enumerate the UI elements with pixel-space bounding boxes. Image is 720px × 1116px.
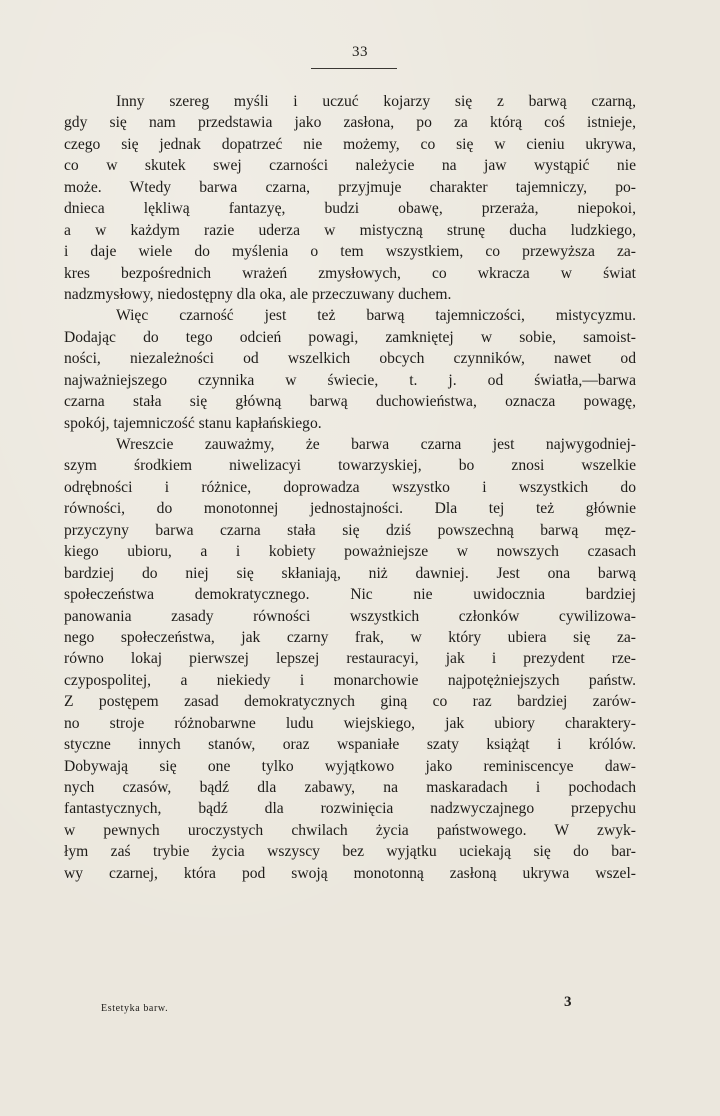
text-line: Inny szereg myśli i uczuć kojarzy się z barwą czarną, [116,93,636,110]
text-line: Z postępem zasad demokratycznych giną co raz bardziej zarów- [64,693,636,711]
text-line: panowania zasady równości wszystkich członków cywilizowa- [64,607,636,625]
text-line: najważniejszego czynnika w świecie, t. j. od światła,—barwa [64,371,636,389]
text-line: czypospolitej, a niekiedy i monarchowie najpotężniejszych państw. [64,671,636,689]
text-line: styczne innych stanów, oraz wspaniałe szaty książąt i królów. [64,736,636,754]
text-line: fantastycznych, bądź dla rozwinięcia nadzwyczajnego przepychu [64,800,636,818]
text-line: gdy się nam przedstawia jako zasłona, po za którą coś istnieje, [64,114,636,132]
text-line: nego społeczeństwa, jak czarny frak, w który ubiera się za- [64,628,636,646]
text-line: Dodając do tego odcień powagi, zamkniętej w sobie, samoist- [64,328,636,346]
text-line: Więc czarność jest też barwą tajemniczości, mistycyzmu. [116,307,636,325]
footer-book-title: Estetyka barw. [101,1003,169,1014]
text-line: przyczyny barwa czarna stała się dziś powszechną barwą męz- [64,521,636,539]
text-line: kres bezpośrednich wrażeń zmysłowych, co wkracza w świat [64,264,636,282]
body-text [64,91,636,884]
text-line: co w skutek swej czarności należycie na jaw wystąpić nie [64,157,636,175]
text-line: łym zaś trybie życia wszyscy bez wyjątku uciekają się do bar- [64,843,636,861]
text-line: nych czasów, bądź dla zabawy, na maskaradach i pochodach [64,779,636,796]
text-line: szym środkiem niwelizacyi towarzyskiej, bo znosi wszelkie [64,457,636,475]
text-line: w pewnych uroczystych chwilach życia państwowego. W zwyk- [64,821,636,839]
text-line: ności, niezależności od wszelkich obcych czynników, nawet od [64,350,636,368]
text-line: społeczeństwa demokratycznego. Nic nie uwidocznia bardziej [64,586,636,604]
page-number: 33 [352,44,368,60]
text-line: i daje wiele do myślenia o tem wszystkiem, co przewyższa za- [64,243,636,261]
header-rule [311,68,397,69]
text-line: dnieca lękliwą fantazyę, budzi obawę, przeraża, niepokoi, [64,200,636,218]
text-line: kiego ubioru, a i kobiety poważniejsze w nowszych czasach [64,543,636,561]
text-line: bardziej do niej się skłaniają, niż dawniej. Jest ona barwą [64,564,636,582]
text-line: wy czarnej, która pod swoją monotonną zasłoną ukrywa wszel- [64,864,636,882]
text-line: czarna stała się główną barwą duchowieństwa, oznacza powagę, [64,393,636,411]
text-line: Wreszcie zauważmy, że barwa czarna jest najwygodniej- [116,436,636,453]
text-line: odrębności i różnice, doprowadza wszystko i wszystkich do [64,478,636,496]
text-line: a w każdym razie uderza w mistyczną strunę ducha ludzkiego, [64,221,636,239]
text-line: nadzmysłowy, niedostępny dla oka, ale przeczuwany duchem. [64,285,452,303]
text-line: równości, do monotonnej jednostajności. Dla tej też głównie [64,500,636,518]
text-line: Dobywają się one tylko wyjątkowo jako reminiscencye daw- [64,757,636,775]
printer-signature-mark: 3 [564,994,572,1010]
text-line: spokój, tajemniczość stanu kapłańskiego. [64,414,322,432]
text-line: może. Wtedy barwa czarna, przyjmuje charakter tajemniczy, po- [64,178,636,196]
text-line: no stroje różnobarwne ludu wiejskiego, jak ubiory charaktery- [64,714,636,732]
text-line: równo lokaj pierwszej lepszej restauracyi, jak i prezydent rze- [64,650,636,668]
text-line: czego się jednak dopatrzeć nie możemy, co się w cieniu ukrywa, [64,135,636,153]
